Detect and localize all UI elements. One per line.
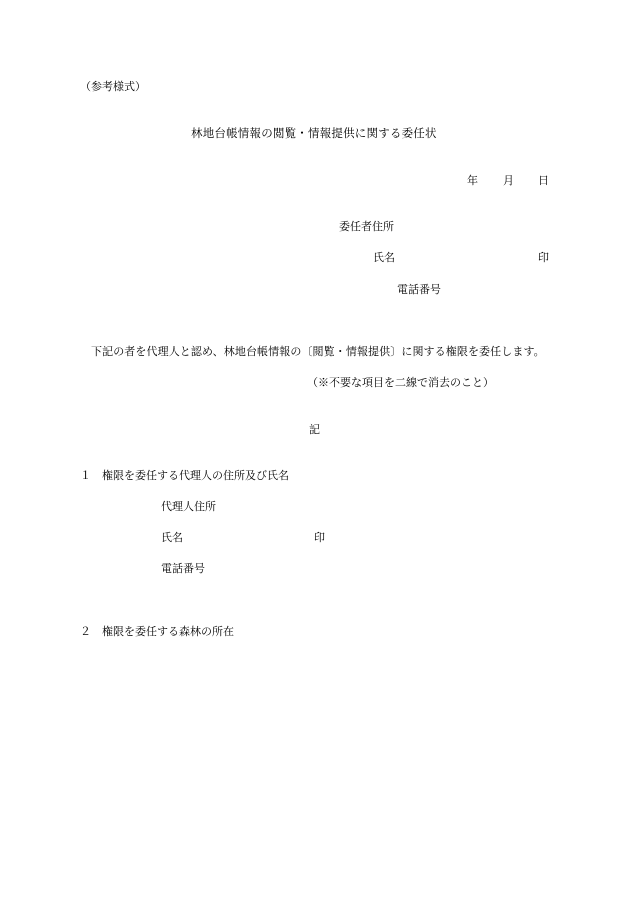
- delegator-name-label: 氏名: [373, 251, 395, 264]
- agent-address-label: 代理人住所: [161, 500, 216, 513]
- agent-name-label: 氏名: [161, 531, 183, 544]
- strike-instruction-note: （※不要な項目を二線で消去のこと）: [307, 376, 494, 389]
- document-title: 林地台帳情報の閲覧・情報提供に関する委任状: [191, 126, 437, 140]
- ki-heading: 記: [309, 423, 320, 436]
- date-month-label: 月: [503, 174, 514, 187]
- delegation-statement: 下記の者を代理人と認め、林地台帳情報の〔閲覧・情報提供〕に関する権限を委任します。: [91, 345, 545, 358]
- delegator-seal-mark: 印: [538, 251, 549, 264]
- agent-phone-label: 電話番号: [161, 562, 205, 575]
- agent-seal-mark: 印: [314, 531, 325, 544]
- section-1-heading: １ 権限を委任する代理人の住所及び氏名: [80, 469, 289, 482]
- form-label: （参考様式）: [80, 80, 146, 93]
- delegator-address-label: 委任者住所: [339, 220, 394, 233]
- section-2-heading: ２ 権限を委任する森林の所在: [80, 625, 234, 638]
- delegator-phone-label: 電話番号: [397, 283, 441, 296]
- date-year-label: 年: [467, 174, 478, 187]
- date-day-label: 日: [538, 174, 549, 187]
